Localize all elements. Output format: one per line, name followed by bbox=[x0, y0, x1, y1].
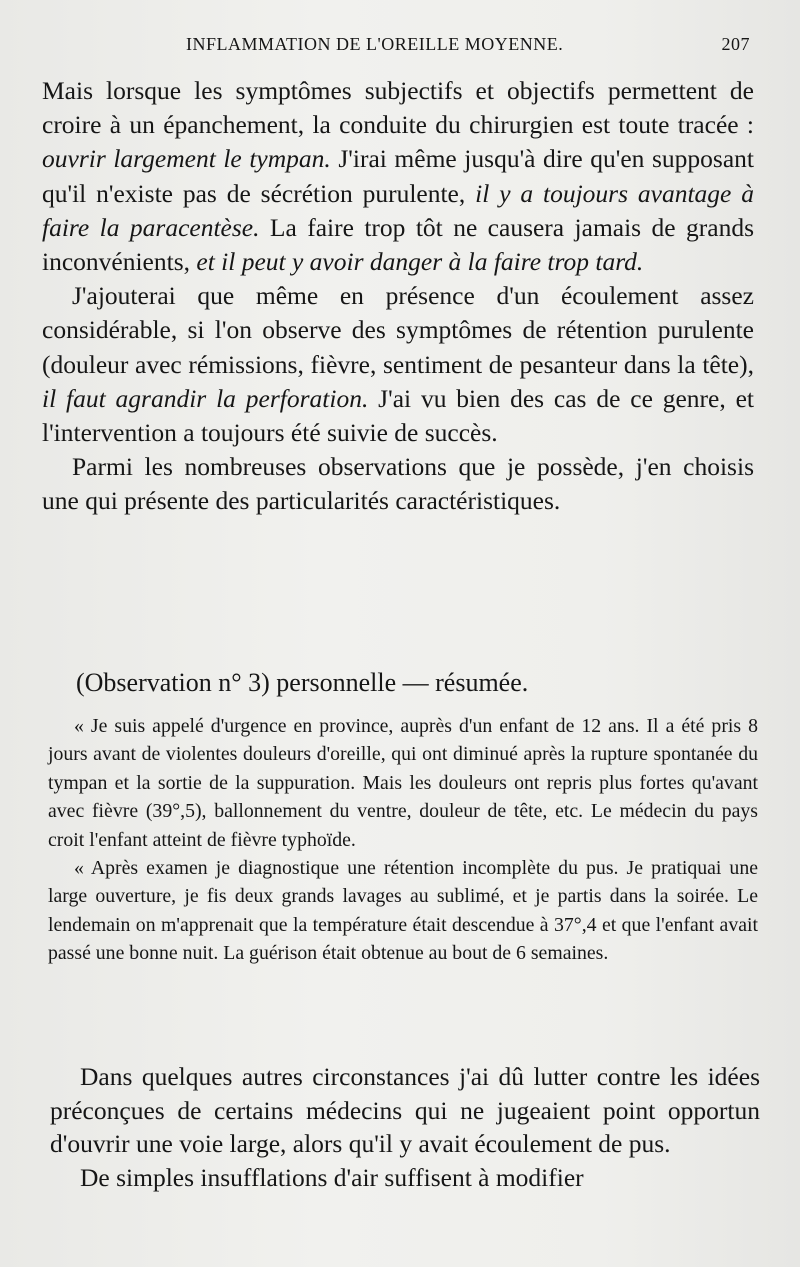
text-segment: J'ajouterai que même en présence d'un écoulement assez considérable, si l'on observe des symptômes de rétention purulente (douleur avec rémissions, fièvre, sentiment de pesanteur dans la tête), bbox=[42, 281, 754, 379]
italic-segment: ouvrir largement le tympan. bbox=[42, 144, 331, 174]
paragraph-3 bbox=[42, 450, 754, 518]
text-segment: J'irai même jusqu'à dire qu'en supposant qu'il n'existe pas de sécrétion purulente, bbox=[42, 144, 755, 208]
quote-paragraph-1: « Je suis appelé d'urgence en province, auprès d'un enfant de 12 ans. Il a été pris 8 jours avant de violentes douleurs d'oreille, qui ont diminué après la rupture spontanée du tympan et la sortie de la suppuration. Mais les douleurs ont repris plus fortes qu'avant avec fièvre (39°,5), ballonnement du ventre, douleur de tête, etc. Le médecin du pays croit l'enfant atteint de fièvre typhoïde. bbox=[48, 715, 758, 851]
page-header bbox=[186, 34, 750, 58]
italic-segment: il y a toujours avantage à faire la paracentèse. bbox=[42, 178, 755, 242]
paragraph-2 bbox=[42, 279, 754, 450]
text-segment: La faire trop tôt ne causera jamais de grands inconvénients, bbox=[42, 212, 754, 277]
closing-paragraph-1: Dans quelques autres circonstances j'ai dû lutter contre les idées préconçues de certains médecins qui ne jugeaient point opportun d'ouvrir une voie large, alors qu'il y avait écoulement de pus. bbox=[50, 1062, 760, 1159]
observation-text bbox=[48, 712, 758, 968]
italic-segment: et il peut y avoir danger à la faire trop tard. bbox=[196, 247, 644, 277]
closing-text bbox=[50, 1060, 760, 1194]
paragraph-1 bbox=[42, 74, 754, 279]
text-segment: Parmi les nombreuses observations que je possède, j'en choisis une qui présente des particularités caractéristiques. bbox=[42, 452, 754, 516]
observation-heading: (Observation n° 3) personnelle — résumée. bbox=[76, 668, 529, 697]
closing-paragraph-2: De simples insufflations d'air suffisent à modifier bbox=[80, 1162, 584, 1192]
running-title: INFLAMMATION DE L'OREILLE MOYENNE. bbox=[186, 34, 564, 54]
quote-paragraph-2: « Après examen je diagnostique une rétention incomplète du pus. Je pratiquai une large ouverture, je fis deux grands lavages au sublimé, et je partis dans la soirée. Le lendemain on m'apprenait que la température était descendue à 37°,4 et que l'enfant avait passé une bonne nuit. La guérison était obtenue au bout de 6 semaines. bbox=[48, 857, 758, 965]
page-number: 207 bbox=[721, 34, 750, 54]
main-text bbox=[42, 74, 754, 519]
text-segment: Mais lorsque les symptômes subjectifs et objectifs permettent de croire à un épanchement, la conduite du chirurgien est toute tracée : bbox=[42, 76, 754, 140]
italic-segment: il faut agrandir la perforation. bbox=[42, 383, 369, 413]
text-segment: J'ai vu bien des cas de ce genre, et l'intervention a toujours été suivie de succès. bbox=[42, 383, 754, 448]
